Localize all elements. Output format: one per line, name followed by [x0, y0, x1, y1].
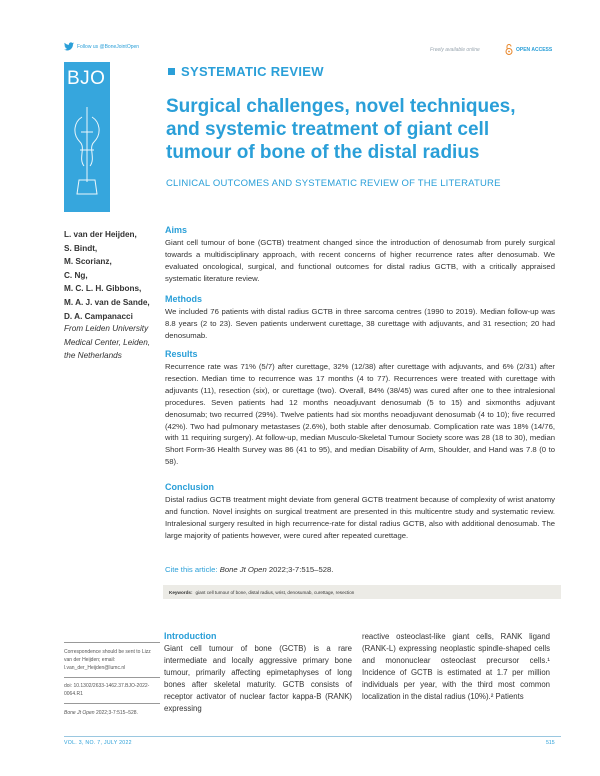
conclusion-text: Distal radius GCTB treatment might deviate from general GCTB treatment because of complexity of wrist anatomy and function. Novel insights on surgical treatment are presented in this multicentre study and systematic review. Intralesional surgery resulted in high recurrence-rate for distal radius GCTB, also with additional denosumab. The large majority of patients however, were cured after repeated curettage. [165, 495, 555, 540]
article-type-text: SYSTEMATIC REVIEW [181, 64, 324, 79]
author-name: L. van der Heijden, [64, 230, 137, 239]
divider [64, 642, 160, 643]
author-name: C. Ng, [64, 270, 88, 280]
introduction-heading: Introduction [164, 631, 217, 641]
affiliation [64, 322, 160, 363]
cite-this-article [165, 565, 333, 574]
title-line: tumour of bone of the distal radius [166, 142, 480, 163]
introduction-left-column: Giant cell tumour of bone (GCTB) is a rare intermediate and locally aggressive primary bone tumour, primarily affecting epimetaphyses of long bones after skeletal maturity. GCTB consists of receptor activator of nuclear factor kappa-B (RANK) expressing [164, 644, 352, 713]
author-name: M. A. J. van de Sande, [64, 297, 150, 307]
author-name: D. A. Campanacci [64, 311, 133, 321]
correspondence-email: Correspondence should be sent to Lizz van der Heijden; email: l.van_der_Heijden@lumc.nl [64, 648, 151, 671]
article-title [166, 95, 566, 164]
open-access-text: OPEN ACCESS [516, 46, 553, 53]
twitter-follow-link[interactable] [64, 42, 139, 51]
author-name: M. Scorianz, [64, 257, 112, 267]
doi: doi: 10.1302/2633-1462.37.BJO-2022-0064.R1 [64, 683, 150, 697]
journal-logo-text: BJO [67, 68, 106, 89]
aims-text: Giant cell tumour of bone (GCTB) treatment changed since the introduction of denosumab from purely surgical towards a multidisciplinary approach, with recent concerns of higher recurrence rates after denosumab. We evaluated oncological, surgical, and functional outcomes for distal radius GCTB, with a critically appraised systematic literature review. [165, 238, 555, 283]
introduction-right-column: reactive osteoclast-like giant cells, RANK ligand (RANK-L) expressing neoplastic spindle-shaped cells and mononuclear osteoclast precursor cells.¹ Incidence of GCTB is estimated at 1.7 per million individuals per year, with the third most common localization in the distal radius (10%).² Patients [362, 632, 550, 701]
twitter-text: Follow us @BoneJointOpen [77, 43, 140, 50]
title-line: and systemic treatment of giant cell [166, 119, 490, 140]
methods-text: We included 76 patients with distal radius GCTB in three sarcoma centres (1990 to 2019). Median follow-up was 8.8 years (2 to 23). Seven patients underwent curettage, 38 curettage with adjuvants, and 31 resection; 20 had denosumab. [165, 307, 555, 340]
cite-label: Cite this article: [165, 565, 218, 574]
twitter-icon [64, 42, 74, 51]
square-bullet-icon [168, 68, 175, 75]
author-name: S. Bindt, [64, 243, 98, 253]
results-heading: Results [165, 349, 198, 359]
title-line: Surgical challenges, novel techniques, [166, 96, 516, 117]
methods-heading: Methods [165, 294, 202, 304]
results-text: Recurrence rate was 71% (5/7) after curettage, 32% (12/38) after curettage with adjuvants, and 6% (2/31) after resection. Median time to recurrence was 17 months (4 to 77). Recurrences were treated with curettage with adjuvants (11), resection (six), or curettage (two). Overall, 84% (38/45) was cured after one to thee intralesional procedures. Seven patients had 12 months neoadjuvant denosumab (5 to 15) and sixmonths adjuvant denosumab; two recurred (29%). Twelve patients had six months neoadjuvant denosumab (4 to 10); five recurred (42%). Two had pulmonary metastases (2.6%), both stable after denosumab. Complication rate was 18% (14/76, with 11 requiring surgery). At follow-up, median Musculo-Skeletal Tumour Society score was 28 (18 to 30), median Short Form-36 Health Survey was 86 (41 to 95), and median Disability of Arm, Shoulder, and Hand was 7.8 (0 to 58). [165, 362, 555, 467]
affiliation-line: Medical Center, Leiden, [64, 337, 151, 347]
abstract-aims [165, 225, 555, 285]
freely-available-label: Freely available online [430, 47, 480, 53]
keywords-text: giant cell tumour of bone, distal radius, wrist, denosumab, curettage, resection [195, 589, 355, 595]
cite-details: 2022;3-7:515–528. [268, 565, 334, 574]
open-access-badge [505, 44, 552, 55]
footer-divider [64, 736, 561, 737]
footer-volume: VOL. 3, NO. 7, JULY 2022 [64, 740, 132, 746]
author-list [64, 228, 160, 323]
abstract-methods [165, 294, 555, 342]
open-lock-icon [505, 44, 513, 55]
author-name: M. C. L. H. Gibbons, [64, 284, 142, 294]
aims-heading: Aims [165, 225, 188, 235]
affiliation-line: the Netherlands [64, 351, 122, 361]
affiliation-line: From Leiden University [64, 324, 149, 333]
abstract-results [165, 349, 555, 468]
conclusion-heading: Conclusion [165, 482, 214, 492]
page-number: 515 [546, 740, 555, 746]
correspondence-box [64, 637, 160, 717]
article-subtitle: CLINICAL OUTCOMES AND SYSTEMATIC REVIEW OF THE LITERATURE [166, 178, 501, 189]
keywords-bar [163, 585, 561, 599]
journal-ref [64, 709, 160, 717]
keywords-label: Keywords: [169, 589, 193, 595]
divider [64, 703, 160, 704]
abstract-conclusion [165, 482, 555, 542]
journal-ref-details: 2022;3-7:515–528. [95, 709, 138, 716]
divider [64, 677, 160, 678]
journal-ref-italic: Bone Jt Open [64, 709, 95, 716]
article-type-label [168, 64, 324, 79]
cite-journal: Bone Jt Open [219, 565, 267, 574]
